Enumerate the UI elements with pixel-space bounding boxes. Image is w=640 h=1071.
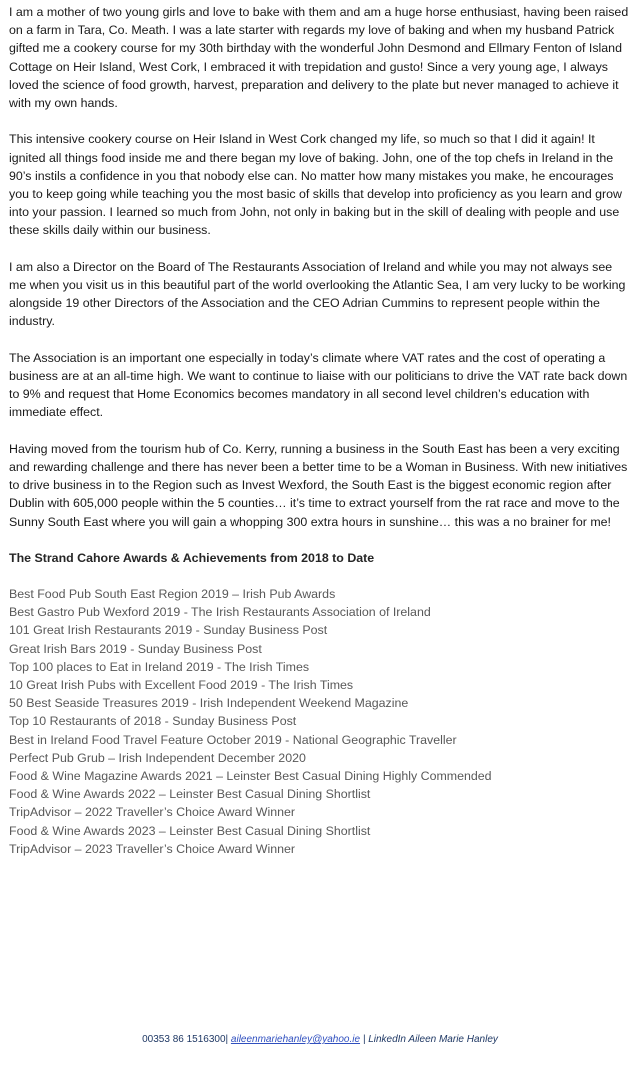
award-item: Food & Wine Magazine Awards 2021 – Leinster Best Casual Dining Highly Commended	[9, 769, 492, 784]
email-link[interactable]: aileenmariehanley@yahoo.ie	[230, 1034, 361, 1045]
paragraph-director: I am also a Director on the Board of The Restaurants Association of Ireland and while you may not always see me when you visit us in this beautiful part of the world overlooking the Atlantic Sea, I am very lucky to be working alongside 19 other Directors of the Association and the CEO Adrian Cummins to represent people within the industry.	[9, 259, 626, 329]
award-item: Food & Wine Awards 2023 – Leinster Best Casual Dining Shortlist	[9, 823, 371, 838]
award-item: 101 Great Irish Restaurants 2019 - Sunday Business Post	[9, 623, 328, 638]
award-item: Top 10 Restaurants of 2018 - Sunday Business Post	[9, 714, 297, 729]
award-item: Great Irish Bars 2019 - Sunday Business Post	[9, 641, 262, 656]
phone-number: 00353 86 1516300|	[142, 1034, 229, 1045]
award-item: Best Gastro Pub Wexford 2019 - The Irish Restaurants Association of Ireland	[9, 605, 431, 620]
linkedin-text: | LinkedIn Aileen Marie Hanley	[362, 1034, 498, 1045]
awards-list	[9, 585, 631, 858]
award-item: Best Food Pub South East Region 2019 – Irish Pub Awards	[9, 587, 336, 602]
paragraph-intro: I am a mother of two young girls and love to bake with them and am a huge horse enthusiast, having been raised on a farm in Tara, Co. Meath. I was a late starter with regards my love of baking and when my husband Patrick gifted me a cookery course for my 30th birthday with the wonderful John Desmond and Ellmary Fenton of Island Cottage on Heir Island, West Cork, I embraced it with trepidation and gusto! Since a very young age, I always loved the science of food growth, harvest, preparation and delivery to the plate but never managed to achieve it with my own hands.	[9, 5, 629, 111]
award-item: 50 Best Seaside Treasures 2019 - Irish Independent Weekend Magazine	[9, 696, 409, 711]
award-item: TripAdvisor – 2023 Traveller’s Choice Award Winner	[9, 841, 296, 856]
award-item: TripAdvisor – 2022 Traveller’s Choice Award Winner	[9, 805, 296, 820]
contact-footer	[0, 1033, 640, 1047]
award-item: Top 100 places to Eat in Ireland 2019 - The Irish Times	[9, 659, 310, 674]
award-item: 10 Great Irish Pubs with Excellent Food 2019 - The Irish Times	[9, 678, 354, 693]
award-item: Perfect Pub Grub – Irish Independent December 2020	[9, 750, 306, 765]
award-item: Best in Ireland Food Travel Feature October 2019 - National Geographic Traveller	[9, 732, 457, 747]
document-body	[9, 3, 631, 858]
paragraph-cookery-course: This intensive cookery course on Heir Island in West Cork changed my life, so much so that I did it again! It ignited all things food inside me and there began my love of baking. John, one of the top chefs in Ireland in the 90’s instils a confidence in you that nobody else can. No matter how many mistakes you make, he encourages you to keep going while teaching you the most basic of skills that develop into proficiency as you learn and grow into your passion. I learned so much from John, not only in baking but in the skill of dealing with people and use these skills daily within our business.	[9, 132, 623, 238]
award-item: Food & Wine Awards 2022 – Leinster Best Casual Dining Shortlist	[9, 787, 371, 802]
paragraph-south-east: Having moved from the tourism hub of Co. Kerry, running a business in the South East has been a very exciting and rewarding challenge and there has never been a better time to be a Woman in Business. With new initiatives to drive business in to the Region such as Invest Wexford, the South East is the biggest economic region after Dublin with 605,000 people within the 5 counties… it’s time to extract yourself from the rat race and move to the Sunny South East where you will gain a whopping 300 extra hours in sunshine… this was a no brainer for me!	[9, 441, 628, 529]
awards-heading: The Strand Cahore Awards & Achievements from 2018 to Date	[9, 551, 375, 566]
paragraph-association: The Association is an important one especially in today’s climate where VAT rates and the cost of operating a business are at an all-time high. We want to continue to liaise with our politicians to drive the VAT rate back down to 9% and request that Home Economics becomes mandatory in all second level children’s education with immediate effect.	[9, 350, 628, 420]
